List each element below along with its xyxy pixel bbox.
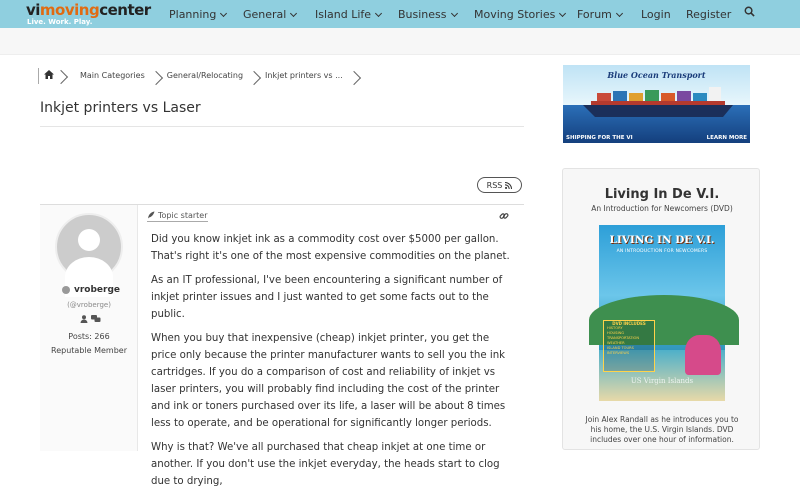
nav-item-label: Business <box>398 8 447 21</box>
breadcrumb-separator-icon <box>54 69 68 83</box>
cargo-ship-illustration <box>583 87 733 117</box>
chevron-down-icon <box>220 10 227 17</box>
logo-center-text: center <box>99 1 151 19</box>
search-icon[interactable] <box>744 6 755 20</box>
post-paragraph: As an IT professional, I've been encountering a significant number of inkjet printer issues and I just wanted to get some facts out to the public. <box>151 275 503 320</box>
logo-tagline: Live. Work. Play. <box>27 18 93 26</box>
nav-item-island-life[interactable] <box>315 8 381 21</box>
shipping-ad-banner[interactable] <box>563 65 750 143</box>
title-divider <box>40 126 524 127</box>
nav-item-label: Register <box>686 8 732 21</box>
topic-starter-label: Topic starter <box>158 211 208 220</box>
author-rank: Reputable Member <box>51 346 127 355</box>
nav-item-label: Planning <box>169 8 217 21</box>
avatar-head-shape <box>78 229 100 251</box>
user-profile-icon[interactable] <box>80 315 88 323</box>
nav-item-forum[interactable] <box>577 8 622 21</box>
message-icon[interactable] <box>91 315 101 323</box>
nav-item-general[interactable] <box>243 8 296 21</box>
chevron-down-icon <box>290 10 297 17</box>
author-icons <box>80 315 101 325</box>
site-logo[interactable] <box>26 3 151 26</box>
ad-learn-more-link[interactable]: LEARN MORE <box>706 135 747 141</box>
breadcrumb-item-general-relocating[interactable] <box>167 71 265 80</box>
nav-item-label: Login <box>641 8 671 21</box>
breadcrumb-label: General/Relocating <box>166 70 244 80</box>
breadcrumb-label: Main Categories <box>80 70 145 80</box>
dvd-contents-item: TRANSPORTATION <box>607 336 640 340</box>
nav-item-planning[interactable] <box>169 8 226 21</box>
logo-vi-text: vi <box>26 1 40 19</box>
feather-icon <box>147 211 155 219</box>
chevron-down-icon <box>375 10 382 17</box>
breadcrumb <box>40 66 363 84</box>
page-title: Inkjet printers vs Laser <box>40 100 201 116</box>
nav-item-business[interactable] <box>398 8 457 21</box>
dvd-cover-subtitle: AN INTRODUCTION FOR NEWCOMERS <box>616 249 708 254</box>
nav-item-moving-stories[interactable] <box>474 8 565 21</box>
breadcrumb-separator-icon <box>149 70 163 84</box>
dvd-contents-item: ISLAND TOURS <box>607 346 634 350</box>
dvd-contents-title: DVD INCLUDES <box>612 321 646 326</box>
author-post-count: Posts: 266 <box>68 332 110 341</box>
post-paragraph: Did you know inkjet ink as a commodity cost over $5000 per gallon. That's right it's one of the most expensive commodities on the planet. <box>151 234 510 262</box>
breadcrumb-item-current <box>265 71 363 80</box>
nav-item-label: Forum <box>577 8 612 21</box>
post-content <box>151 231 513 497</box>
author-name-text: vroberge <box>74 285 121 295</box>
nav-item-label: Moving Stories <box>474 8 556 21</box>
author-name[interactable] <box>62 285 120 295</box>
nav-item-register[interactable] <box>686 8 731 21</box>
nav-item-label: Island Life <box>315 8 372 21</box>
dvd-promo-widget <box>562 168 760 450</box>
chevron-down-icon <box>450 10 457 17</box>
breadcrumb-separator-icon <box>347 70 361 84</box>
breadcrumb-separator-icon <box>247 70 261 84</box>
dvd-cover-title: LIVING IN DE V.I. <box>609 234 715 246</box>
widget-subtitle: An Introduction for Newcomers (DVD) <box>591 204 733 213</box>
chevron-down-icon <box>559 10 566 17</box>
rss-label: RSS <box>486 180 503 190</box>
ad-title: Blue Ocean Transport <box>607 70 706 80</box>
dvd-contents-item: INTERVIEWS <box>607 351 630 355</box>
offline-status-icon <box>62 286 70 294</box>
dvd-contents-item: HISTORY <box>607 326 623 330</box>
sub-header-bar <box>0 28 800 55</box>
dvd-contents-item: WEATHER <box>607 341 625 345</box>
post-paragraph: Why is that? We've all purchased that cheap inkjet at one time or another. If you don't use the inkjet everyday, the heads start to clog due to drying, <box>151 442 500 487</box>
dvd-cover-image[interactable] <box>599 225 725 401</box>
widget-description: Join Alex Randall as he introduces you to his home, the U.S. Virgin Islands. DVD includes over one hour of information. <box>585 415 739 444</box>
dvd-contents-box <box>603 320 655 372</box>
topic-starter-badge <box>147 211 208 222</box>
ad-tagline: SHIPPING FOR THE VI <box>566 135 633 141</box>
logo-moving-text: moving <box>39 1 100 19</box>
widget-title: Living In De V.I. <box>604 187 720 202</box>
home-icon <box>44 70 54 79</box>
top-navigation-bar <box>0 0 800 28</box>
nav-item-login[interactable] <box>641 8 671 21</box>
breadcrumb-label: Inkjet printers vs ... <box>265 70 343 80</box>
breadcrumb-home[interactable] <box>40 70 74 81</box>
dvd-contents-item: HOUSING <box>607 331 624 335</box>
breadcrumb-item-main-categories[interactable] <box>74 71 167 80</box>
permalink-icon[interactable] <box>499 211 509 224</box>
rss-button[interactable] <box>477 177 522 193</box>
rss-icon <box>505 182 512 189</box>
dvd-cover-footer: US Virgin Islands <box>630 377 694 385</box>
post-author-panel <box>40 205 138 451</box>
breadcrumb-divider <box>38 68 39 84</box>
nav-item-label: General <box>243 8 287 21</box>
chevron-down-icon <box>616 10 623 17</box>
avatar[interactable] <box>55 213 123 281</box>
author-handle: (@vroberge) <box>67 301 111 309</box>
forum-post <box>40 204 524 487</box>
post-paragraph: When you buy that inexpensive (cheap) inkjet printer, you get the price only because the printer manufacturer wants to sell you the ink cartridges. If you do a comparison of cost and reliability of inkjet vs laser printers, you will probably find including the cost of the printer and ink or toners purchased over its life, a laser will be about 8 times less to operate, and be operational for significantly longer periods. <box>151 333 506 429</box>
dvd-costume-shape <box>685 335 721 375</box>
